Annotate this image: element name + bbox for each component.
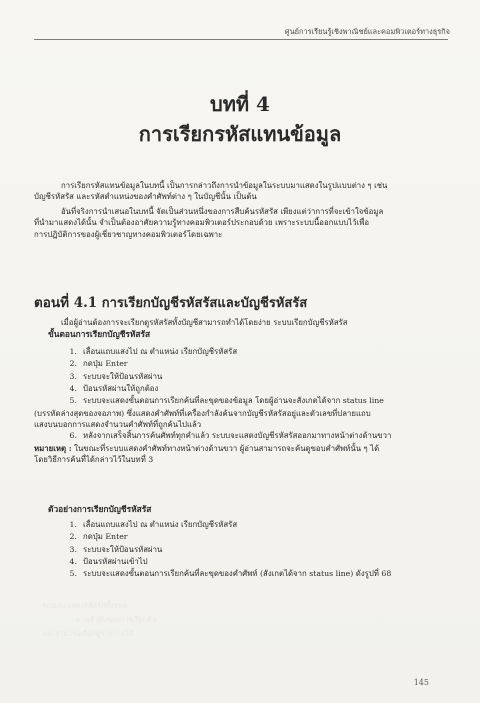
example-steps-list (34, 520, 454, 582)
intro-p1-line1: การเรียกรหัสแทนข้อมูลในบทนี้ เป็นการกล่าวถึงการนำข้อมูลในระบบมาแสดงในรูปแบบต่าง ๆ เช่น (61, 181, 388, 190)
example-step-text: ระบบจะให้ป้อนรหัสผ่าน (83, 544, 163, 554)
example-step-number: 5. (69, 569, 77, 579)
intro-p2-line2: ที่นำมาแสดงได้นั้น จำเป็นต้องอาศัยความรู้ทางคอมพิวเตอร์ประกอบด้วย เพราะระบบนี้ออกแบบไว้เพื่อ (34, 218, 370, 228)
step-number: 1. (69, 347, 77, 356)
example-step-text: กดปุ่ม Enter (83, 532, 128, 542)
step-text: เลื่อนแถบแสงไป ณ ตำแหน่ง เรียกบัญชีรหัสรัส (83, 347, 238, 356)
example-step-text: เลื่อนแถบแสงไป ณ ตำแหน่ง เรียกบัญชีรหัสรัส (83, 520, 238, 529)
chapter-title: การเรียกรหัสแทนข้อมูล (138, 122, 342, 146)
section-title-text: การเรียกบัญชีรหัสรัสและบัญชีรหัสรัส (101, 296, 308, 311)
step-number: 4. (69, 384, 77, 394)
example-step-text: ระบบจะแสดงขั้นตอนการเรียกค้นที่ละขุดของคำศัพท์ (สังเกตได้จาก status line) ดังรูปที่ 68 (83, 569, 392, 579)
intro-p2-line3: การปฏิบัติการของผู้เชี่ยวชาญทางคอมพิวเตอร์โดยเฉพาะ (34, 229, 223, 239)
example-step-item (34, 569, 454, 578)
intro-paragraph-2 (34, 207, 454, 241)
step-item (34, 384, 454, 393)
step-number: 3. (69, 371, 77, 381)
intro-p1-line2: บัญชีรหัสรัส และรหัสตำแหน่งของคำศัพท์ต่าง ๆ ในบัญชีนั้น เป็นต้น (34, 192, 257, 202)
example-step-item (34, 557, 454, 566)
note-line (34, 444, 454, 453)
example-step-item (34, 520, 454, 529)
step5-line3: แสงบนบอกการแสดงจำนวนคำศัพท์ที่ถูกค้นไปแล้ว (34, 420, 202, 430)
step-number: 6. (69, 431, 77, 441)
section-intro (34, 318, 454, 339)
step-text: ป้อนรหัสผ่านให้ถูกต้อง (83, 384, 159, 394)
example-block (34, 504, 454, 514)
step-text: หลังจากเสร็จสิ้นการค้นศัพท์ทุกคำแล้ว ระบบจะแสดงบัญชีรหัสรัสออกมาทางหน้าต่างด้านขวา (83, 431, 392, 441)
example-step-number: 1. (69, 520, 77, 529)
example-step-item (34, 532, 454, 541)
intro-paragraph-1 (34, 181, 454, 204)
example-step-text: ป้อนรหัสผ่านเข้าไป (83, 557, 148, 567)
example-heading: ตัวอย่างการเรียกบัญชีรหัสรัส (48, 504, 152, 514)
step-number: 5. (69, 396, 77, 406)
faint-text-line-2: ตามลำดับของการเรียกค้น (76, 615, 157, 624)
intro-p2-line1: อันที่จริงการนำเสนอในบทนี้ จัดเป็นส่วนหนึ่งของการสืบค้นรหัสรัส เพียงแต่ว่าการที่จะเข้าใจข้อมูล (61, 207, 384, 216)
step-item (34, 359, 454, 368)
step-item (34, 347, 454, 356)
step-item (34, 396, 454, 405)
example-step-number: 2. (69, 532, 77, 542)
steps-heading: ขั้นตอนการเรียกบัญชีรหัสรัส (48, 329, 151, 340)
step-text: กดปุ่ม Enter (83, 359, 128, 369)
section-title-prefix: ตอนที่ 4.1 (34, 295, 98, 311)
example-step-item (34, 545, 454, 554)
example-step-number: 4. (69, 557, 77, 567)
example-step-number: 3. (69, 544, 77, 554)
page-number: 145 (413, 678, 429, 687)
section-title (34, 291, 307, 313)
step-text: ระบบจะแสดงขั้นตอนการเรียกค้นที่ละขุดของข้อมูล โดยผู้อ่านจะสังเกตได้จาก status line (83, 396, 384, 406)
step5-line2: (บรรทัดล่างสุดของจอภาพ) ซึ่งแสดงคำศัพท์ที่เครื่องกำลังค้นจากบัญชีรหัสรัสอยู่และตัวเลขที่ปลายแถบ (34, 408, 371, 418)
note-label: หมายเหตุ : (34, 443, 72, 453)
step-item (34, 372, 454, 381)
chapter-label: บทที่ 4 (210, 92, 270, 116)
step-text: ระบบจะให้ป้อนรหัสผ่าน (83, 371, 163, 381)
step-number: 2. (69, 359, 77, 369)
faint-text-line-1: ระบบจะแสดงรหัสรัสทั้งหมด (42, 601, 128, 610)
note-line-2: โดยวิธีการค้นที่ได้กล่าวไว้ในบทที่ 3 (34, 455, 154, 465)
note-text: ในขณะที่ระบบแสดงคำศัพท์ทางหน้าต่างด้านขวา ผู้อ่านสามารถจะค้นดูขอบคำศัพท์นั้น ๆ ได้ (74, 443, 380, 453)
running-head: ศูนย์การเรียนรู้เชิงพาณิชย์และคอมพิวเตอร์ทางธุรกิจ (284, 27, 450, 36)
step-item (34, 431, 454, 440)
header-rule (34, 39, 448, 40)
steps-list (34, 347, 454, 466)
section-intro-line: เมื่อผู้อ่านต้องการจะเรียกดูรหัสรัสทั้งบัญชีสามารถทำได้โดยง่าย ระบบเรียกบัญชีรหัสรัส (61, 318, 348, 327)
faint-text-line-3: และสามารถเลือกดูรายการได้ (42, 629, 134, 638)
